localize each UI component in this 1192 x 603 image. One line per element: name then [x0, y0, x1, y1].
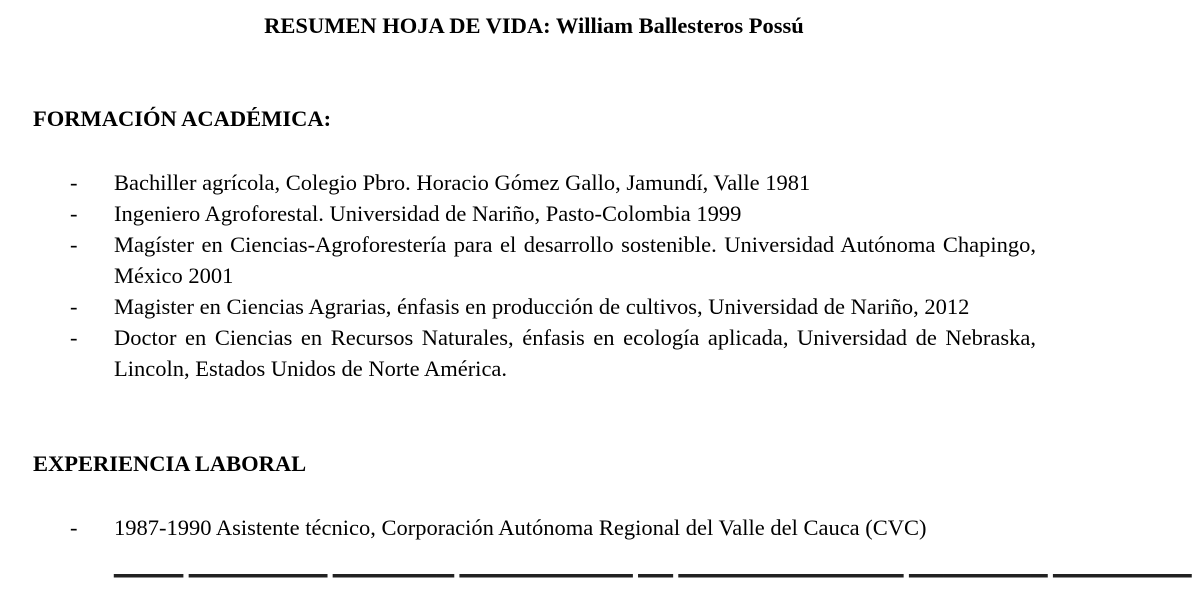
bullet-dash: -: [70, 232, 78, 257]
bullet-dash: -: [70, 515, 78, 540]
document-title: RESUMEN HOJA DE VIDA: William Ballesteros Possú: [264, 13, 804, 38]
section-heading-education: FORMACIÓN ACADÉMICA:: [33, 106, 332, 131]
cropped-text-fragment: ▔▔▔▔ ▔▔▔▔▔▔▔▔ ▔▔▔▔▔▔▔ ▔▔▔▔▔▔▔▔▔▔ ▔▔ ▔▔▔▔▔▔▔▔▔▔▔▔▔ ▔▔▔▔▔▔▔▔ ▔▔▔▔▔▔▔▔: [114, 575, 1192, 600]
education-item-text: Magíster en Ciencias-Agroforestería para el desarrollo sostenible. Universidad Autónoma Chapingo, México 2001: [114, 232, 1036, 288]
list-item: [0, 512, 1068, 543]
experience-list: [0, 512, 1068, 543]
list-item: [0, 198, 1068, 229]
bullet-dash: -: [70, 325, 78, 350]
bullet-dash: -: [70, 201, 78, 226]
cropped-next-line: [0, 570, 1192, 600]
education-item-text: Bachiller agrícola, Colegio Pbro. Horacio Gómez Gallo, Jamundí, Valle 1981: [114, 170, 811, 195]
experience-item-text: 1987-1990 Asistente técnico, Corporación Autónoma Regional del Valle del Cauca (CVC): [114, 515, 927, 540]
bullet-dash: -: [70, 170, 78, 195]
education-item-text: Magister en Ciencias Agrarias, énfasis en producción de cultivos, Universidad de Nariño, 2012: [114, 294, 970, 319]
list-item: [0, 229, 1068, 291]
list-item: [0, 322, 1068, 384]
bullet-dash: -: [70, 294, 78, 319]
education-item-text: Ingeniero Agroforestal. Universidad de Nariño, Pasto-Colombia 1999: [114, 201, 742, 226]
list-item: [0, 167, 1068, 198]
education-item-text: Doctor en Ciencias en Recursos Naturales, énfasis en ecología aplicada, Universidad de Nebraska, Lincoln, Estados Unidos de Norte América.: [114, 325, 1036, 381]
list-item: [0, 291, 1068, 322]
education-list: [0, 167, 1068, 384]
section-heading-experience: EXPERIENCIA LABORAL: [33, 451, 307, 476]
